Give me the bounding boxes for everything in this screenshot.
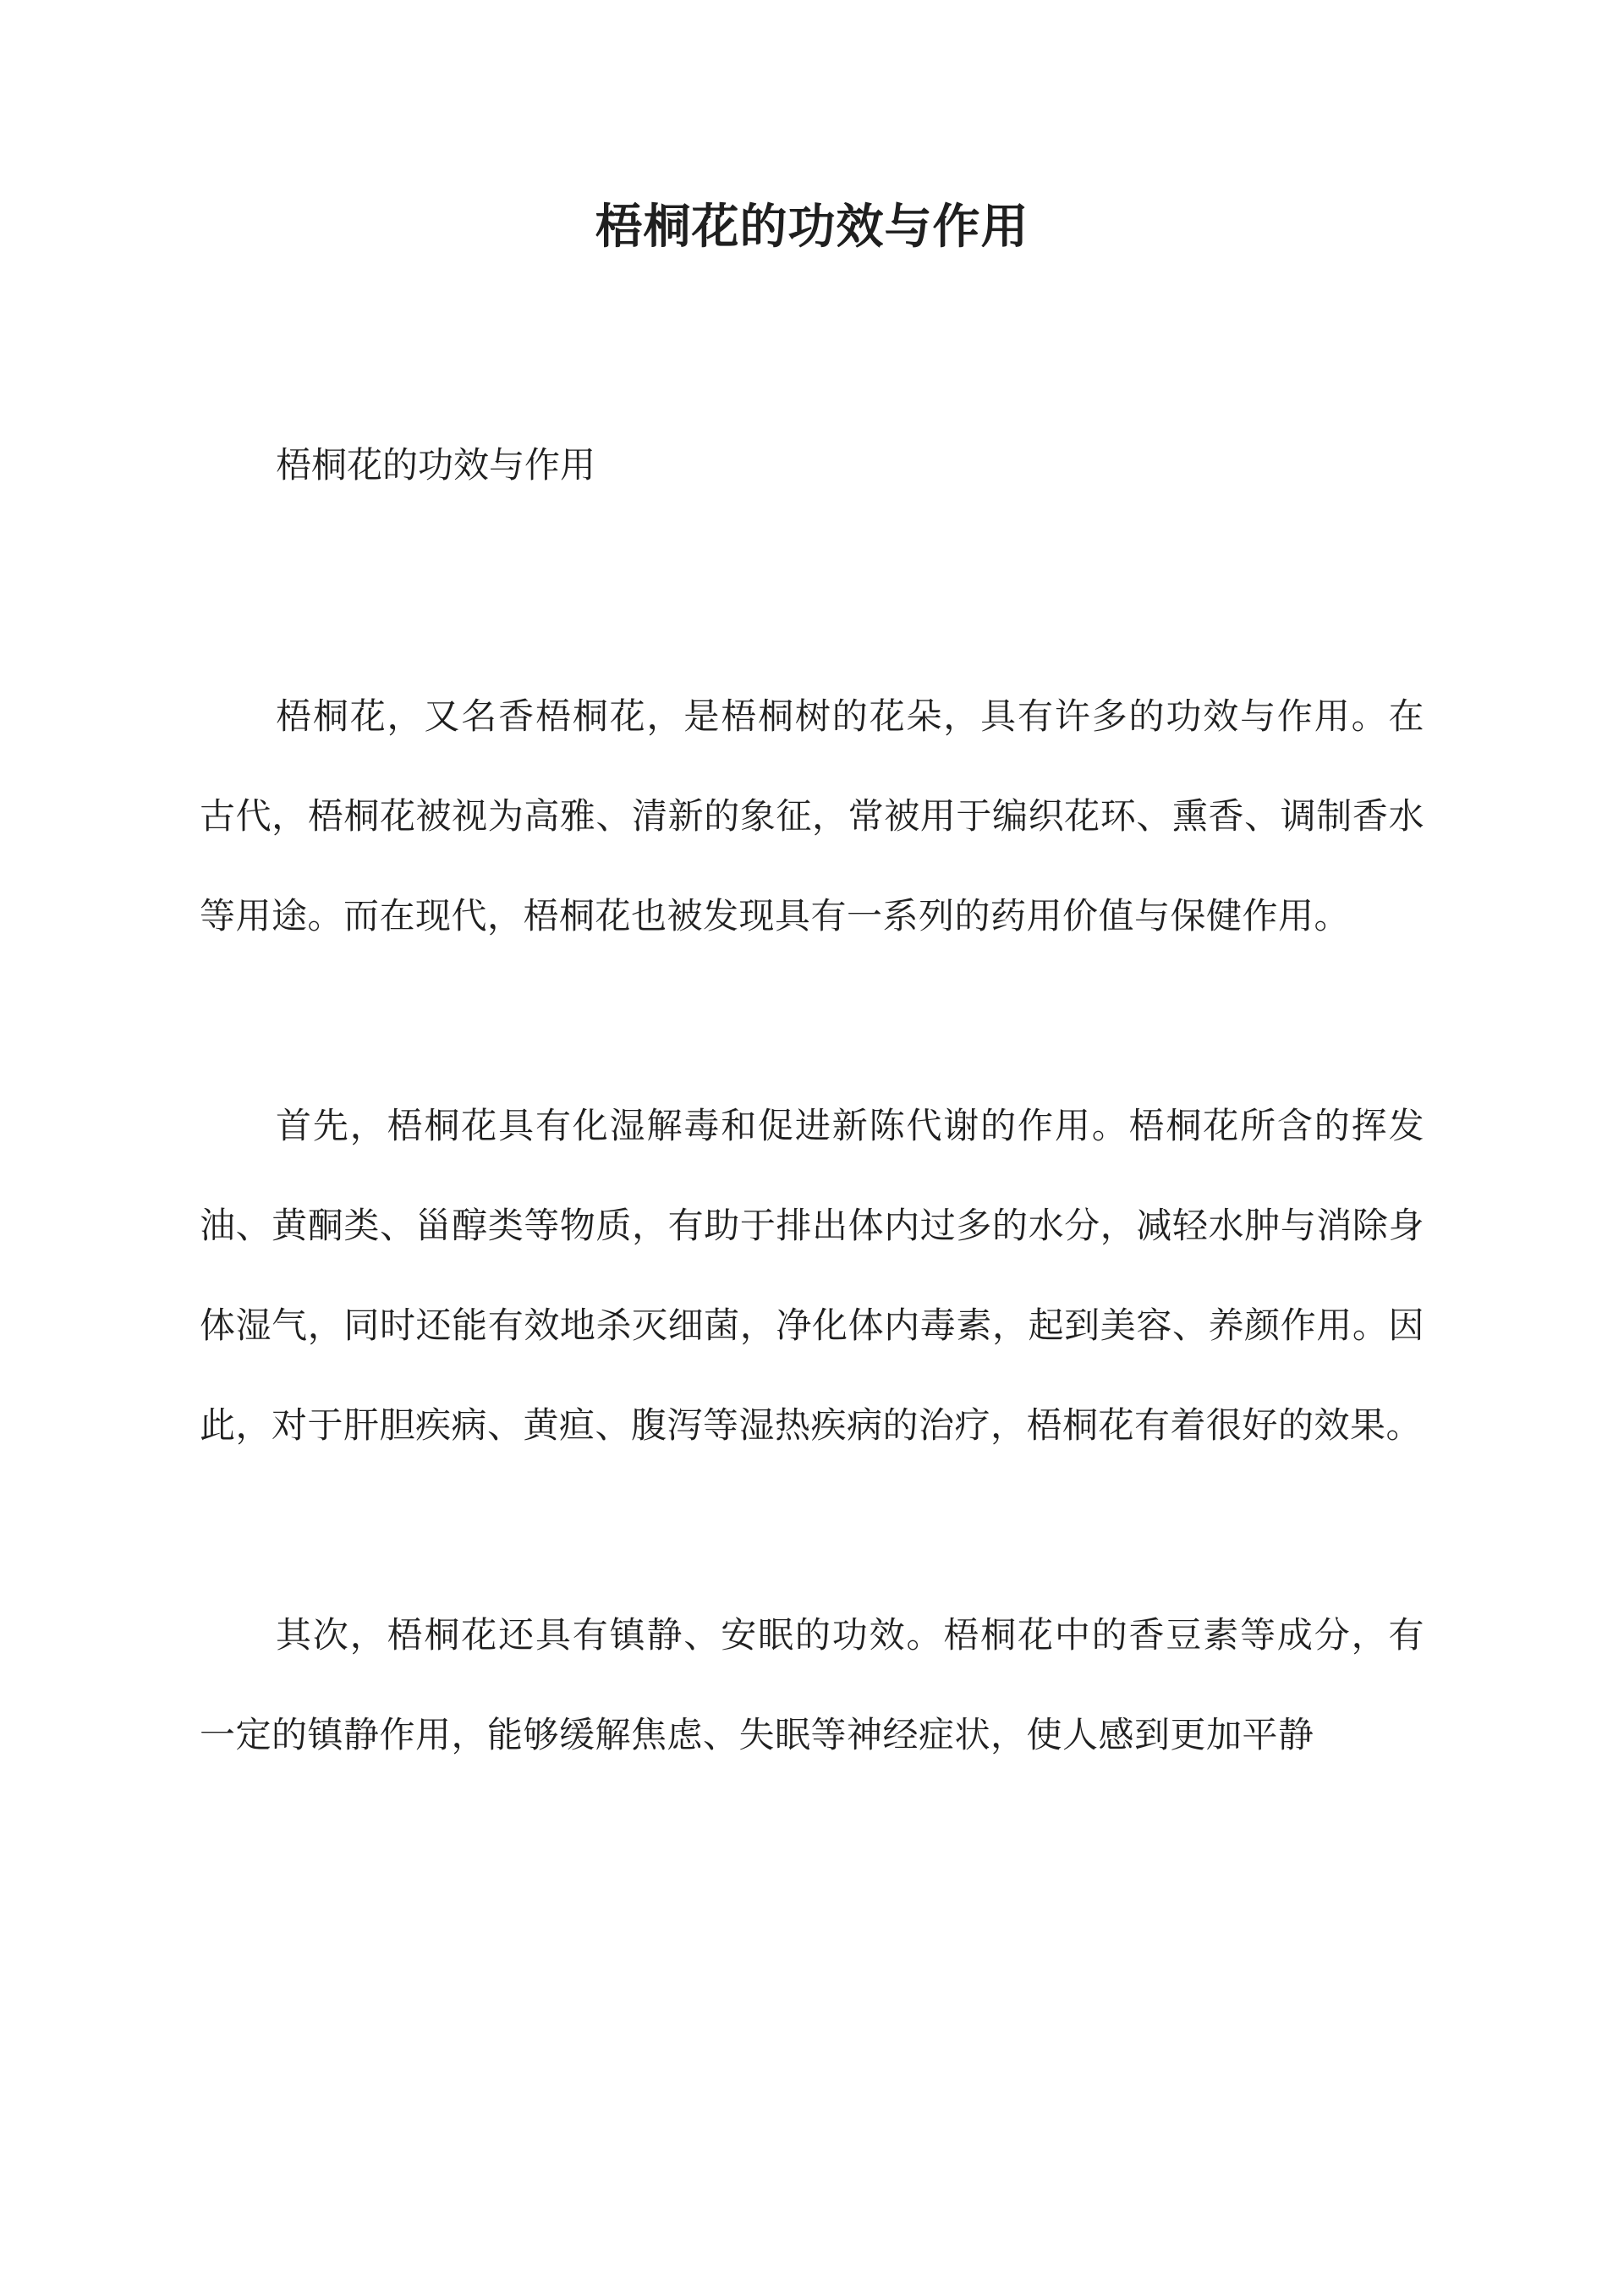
paragraph-spacer [200,499,1424,667]
paragraph-first-effect: 首先，梧桐花具有化湿解毒和促进新陈代谢的作用。梧桐花所含的挥发油、黄酮类、甾醇类等物质，有助于排出体内过多的水分，减轻水肿与消除身体湿气，同时还能有效地杀灭细菌，净化体内毒素，起到美容、养颜作用。因此，对于肝胆疾病、黄疸、腹泻等湿热疾病的治疗，梧桐花有着很好的效果。 [200,1105,1424,1446]
paragraph-second-effect: 其次，梧桐花还具有镇静、安眠的功效。梧桐花中的香豆素等成分，有一定的镇静作用，能够缓解焦虑、失眠等神经症状，使人感到更加平静 [200,1614,1424,1755]
document-body [200,431,1424,1785]
paragraph-intro: 梧桐花，又名香梧桐花，是梧桐树的花朵，具有许多的功效与作用。在古代，梧桐花被视为高雅、清新的象征，常被用于编织花环、熏香、调制香水等用途。而在现代，梧桐花也被发现具有一系列的药用价值与保健作用。 [200,695,1424,937]
section-subtitle: 梧桐花的功效与作用 [276,444,596,486]
document-title: 梧桐花的功效与作用 [595,199,1029,255]
paragraph-spacer [200,1475,1424,1585]
paragraph-spacer [200,966,1424,1076]
